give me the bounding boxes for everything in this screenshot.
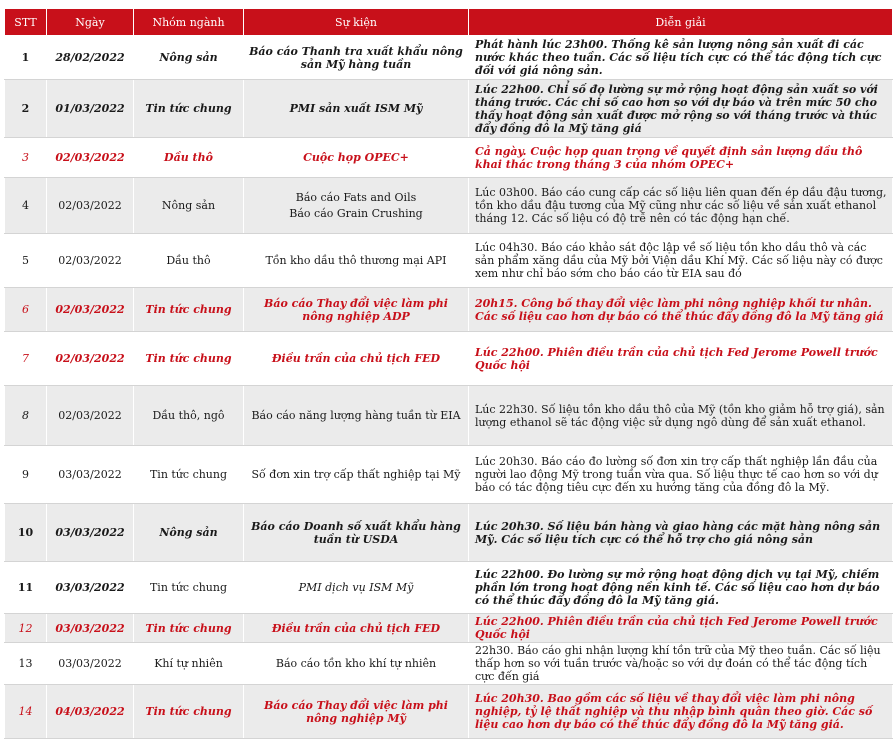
row-event: Báo cáo Doanh số xuất khẩu hàng tuần từ USDA [244,504,469,562]
row-event: Báo cáo Thay đổi việc làm phi nông nghiệp Mỹ [244,685,469,739]
row-description: Lúc 20h30. Số liệu bán hàng và giao hàng các mặt hàng nông sản Mỹ. Các số liệu tích cực có thể hỗ trợ cho giá nông sản [469,504,893,562]
row-description: 22h30. Báo cáo ghi nhận lượng khí tồn trữ của Mỹ theo tuần. Các số liệu thấp hơn so với tuần trước và/hoặc so với dự đoán có thể tác động tích cực đến giá [469,643,893,685]
row-event: PMI dịch vụ ISM Mỹ [244,562,469,614]
row-description: Lúc 03h00. Báo cáo cung cấp các số liệu liên quan đến ép dầu đậu tương, tồn kho dầu đậu tương của Mỹ cũng như các số liệu về sản xuất ethanol tháng 12. Các số liệu có độ trễ nên có tác động hạn chế. [469,178,893,234]
row-date: 03/03/2022 [47,643,134,685]
row-stt: 7 [5,332,47,386]
table-row [5,386,893,446]
row-description: Lúc 20h30. Báo cáo đo lường số đơn xin trợ cấp thất nghiệp lần đầu của người lao động Mỹ trong tuần vừa qua. Số liệu thực tế cao hơn so với dự báo có tác động tiêu cực đến xu hướng tăng của đồng đô la Mỹ. [469,446,893,504]
table-row [5,178,893,234]
row-category: Dầu thô [134,234,244,288]
row-stt: 1 [5,36,47,80]
row-stt: 2 [5,80,47,138]
table-header-row [5,9,893,36]
table-row [5,138,893,178]
row-description: Phát hành lúc 23h00. Thống kê sản lượng nông sản xuất đi các nước khác theo tuần. Các số liệu tích cực có thể tác động tích cực đối với giá nông sản. [469,36,893,80]
row-event: Điều trần của chủ tịch FED [244,332,469,386]
header-category: Nhóm ngành [134,9,244,36]
row-description: Lúc 22h30. Số liệu tồn kho dầu thô của Mỹ (tồn kho giảm hỗ trợ giá), sản lượng ethanol sẽ tác động việc sử dụng ngô dùng để sản xuất ethanol. [469,386,893,446]
row-stt: 10 [5,504,47,562]
table-row [5,446,893,504]
row-date: 01/03/2022 [47,80,134,138]
row-description: Lúc 22h00. Phiên điều trần của chủ tịch Fed Jerome Powell trước Quốc hội [469,332,893,386]
row-description: Lúc 20h30. Bao gồm các số liệu về thay đổi việc làm phi nông nghiệp, tỷ lệ thất nghiệp và thu nhập bình quân theo giờ. Các số liệu cao hơn dự báo có thể thúc đẩy đồng đô la Mỹ tăng giá. [469,685,893,739]
economic-calendar-table [4,8,893,739]
row-stt: 3 [5,138,47,178]
row-date: 02/03/2022 [47,386,134,446]
row-date: 03/03/2022 [47,504,134,562]
row-stt: 13 [5,643,47,685]
row-event: Cuộc họp OPEC+ [244,138,469,178]
table-row [5,36,893,80]
table-row [5,80,893,138]
row-date: 02/03/2022 [47,234,134,288]
row-event: Báo cáo Thanh tra xuất khẩu nông sản Mỹ hàng tuần [244,36,469,80]
table-row [5,562,893,614]
row-category: Nông sản [134,36,244,80]
row-event: PMI sản xuất ISM Mỹ [244,80,469,138]
row-date: 02/03/2022 [47,138,134,178]
table-row [5,234,893,288]
row-stt: 5 [5,234,47,288]
row-category: Tin tức chung [134,685,244,739]
row-event: Điều trần của chủ tịch FED [244,614,469,643]
row-event: Tồn kho dầu thô thương mại API [244,234,469,288]
row-stt: 12 [5,614,47,643]
table-row [5,614,893,643]
row-category: Tin tức chung [134,446,244,504]
row-category: Tin tức chung [134,80,244,138]
table-row [5,504,893,562]
row-event: Báo cáo năng lượng hàng tuần từ EIA [244,386,469,446]
row-description: Lúc 22h00. Đo lường sự mở rộng hoạt động dịch vụ tại Mỹ, chiếm phần lớn trong hoạt động nền kinh tế. Các số liệu cao hơn dự báo có thể thúc đẩy đồng đô la Mỹ tăng giá. [469,562,893,614]
row-category: Tin tức chung [134,332,244,386]
table-row [5,685,893,739]
row-date: 28/02/2022 [47,36,134,80]
event-line-grain-crushing: Báo cáo Grain Crushing [289,207,423,220]
row-category: Tin tức chung [134,288,244,332]
row-category: Nông sản [134,178,244,234]
row-date: 02/03/2022 [47,288,134,332]
row-category: Dầu thô [134,138,244,178]
row-date: 04/03/2022 [47,685,134,739]
row-description: Cả ngày. Cuộc họp quan trọng về quyết định sản lượng dầu thô khai thác trong tháng 3 của nhóm OPEC+ [469,138,893,178]
row-date: 03/03/2022 [47,614,134,643]
table-row [5,332,893,386]
row-date: 03/03/2022 [47,562,134,614]
header-date: Ngày [47,9,134,36]
row-stt: 6 [5,288,47,332]
row-event: Báo cáo tồn kho khí tự nhiên [244,643,469,685]
row-stt: 11 [5,562,47,614]
row-stt: 9 [5,446,47,504]
row-stt: 4 [5,178,47,234]
row-date: 03/03/2022 [47,446,134,504]
row-event: Báo cáo Thay đổi việc làm phi nông nghiệp ADP [244,288,469,332]
header-stt: STT [5,9,47,36]
table-row [5,288,893,332]
row-event [244,178,469,234]
row-description: Lúc 22h00. Chỉ số đo lường sự mở rộng hoạt động sản xuất so với tháng trước. Các chỉ số cao hơn so với dự báo và trên mức 50 cho thấy hoạt động sản xuất được mở rộng so với tháng trước và thúc đẩy đồng đô la Mỹ tăng giá [469,80,893,138]
header-event: Sự kiện [244,9,469,36]
row-category: Nông sản [134,504,244,562]
row-date: 02/03/2022 [47,332,134,386]
row-stt: 14 [5,685,47,739]
row-event: Số đơn xin trợ cấp thất nghiệp tại Mỹ [244,446,469,504]
row-category: Khí tự nhiên [134,643,244,685]
row-description: Lúc 04h30. Báo cáo khảo sát độc lập về số liệu tồn kho dầu thô và các sản phẩm xăng dầu của Mỹ bởi Viện dầu Khí Mỹ. Các số liệu này có được xem như chỉ báo sớm cho báo cáo từ EIA sau đó [469,234,893,288]
row-description: Lúc 22h00. Phiên điều trần của chủ tịch Fed Jerome Powell trước Quốc hội [469,614,893,643]
row-stt: 8 [5,386,47,446]
row-category: Dầu thô, ngô [134,386,244,446]
table-row [5,643,893,685]
row-category: Tin tức chung [134,562,244,614]
event-line-fats-oils: Báo cáo Fats and Oils [295,191,417,204]
header-description: Diễn giải [469,9,893,36]
row-date: 02/03/2022 [47,178,134,234]
row-category: Tin tức chung [134,614,244,643]
row-description: 20h15. Công bố thay đổi việc làm phi nông nghiệp khối tư nhân. Các số liệu cao hơn dự báo có thể thúc đẩy đồng đô la Mỹ tăng giá [469,288,893,332]
